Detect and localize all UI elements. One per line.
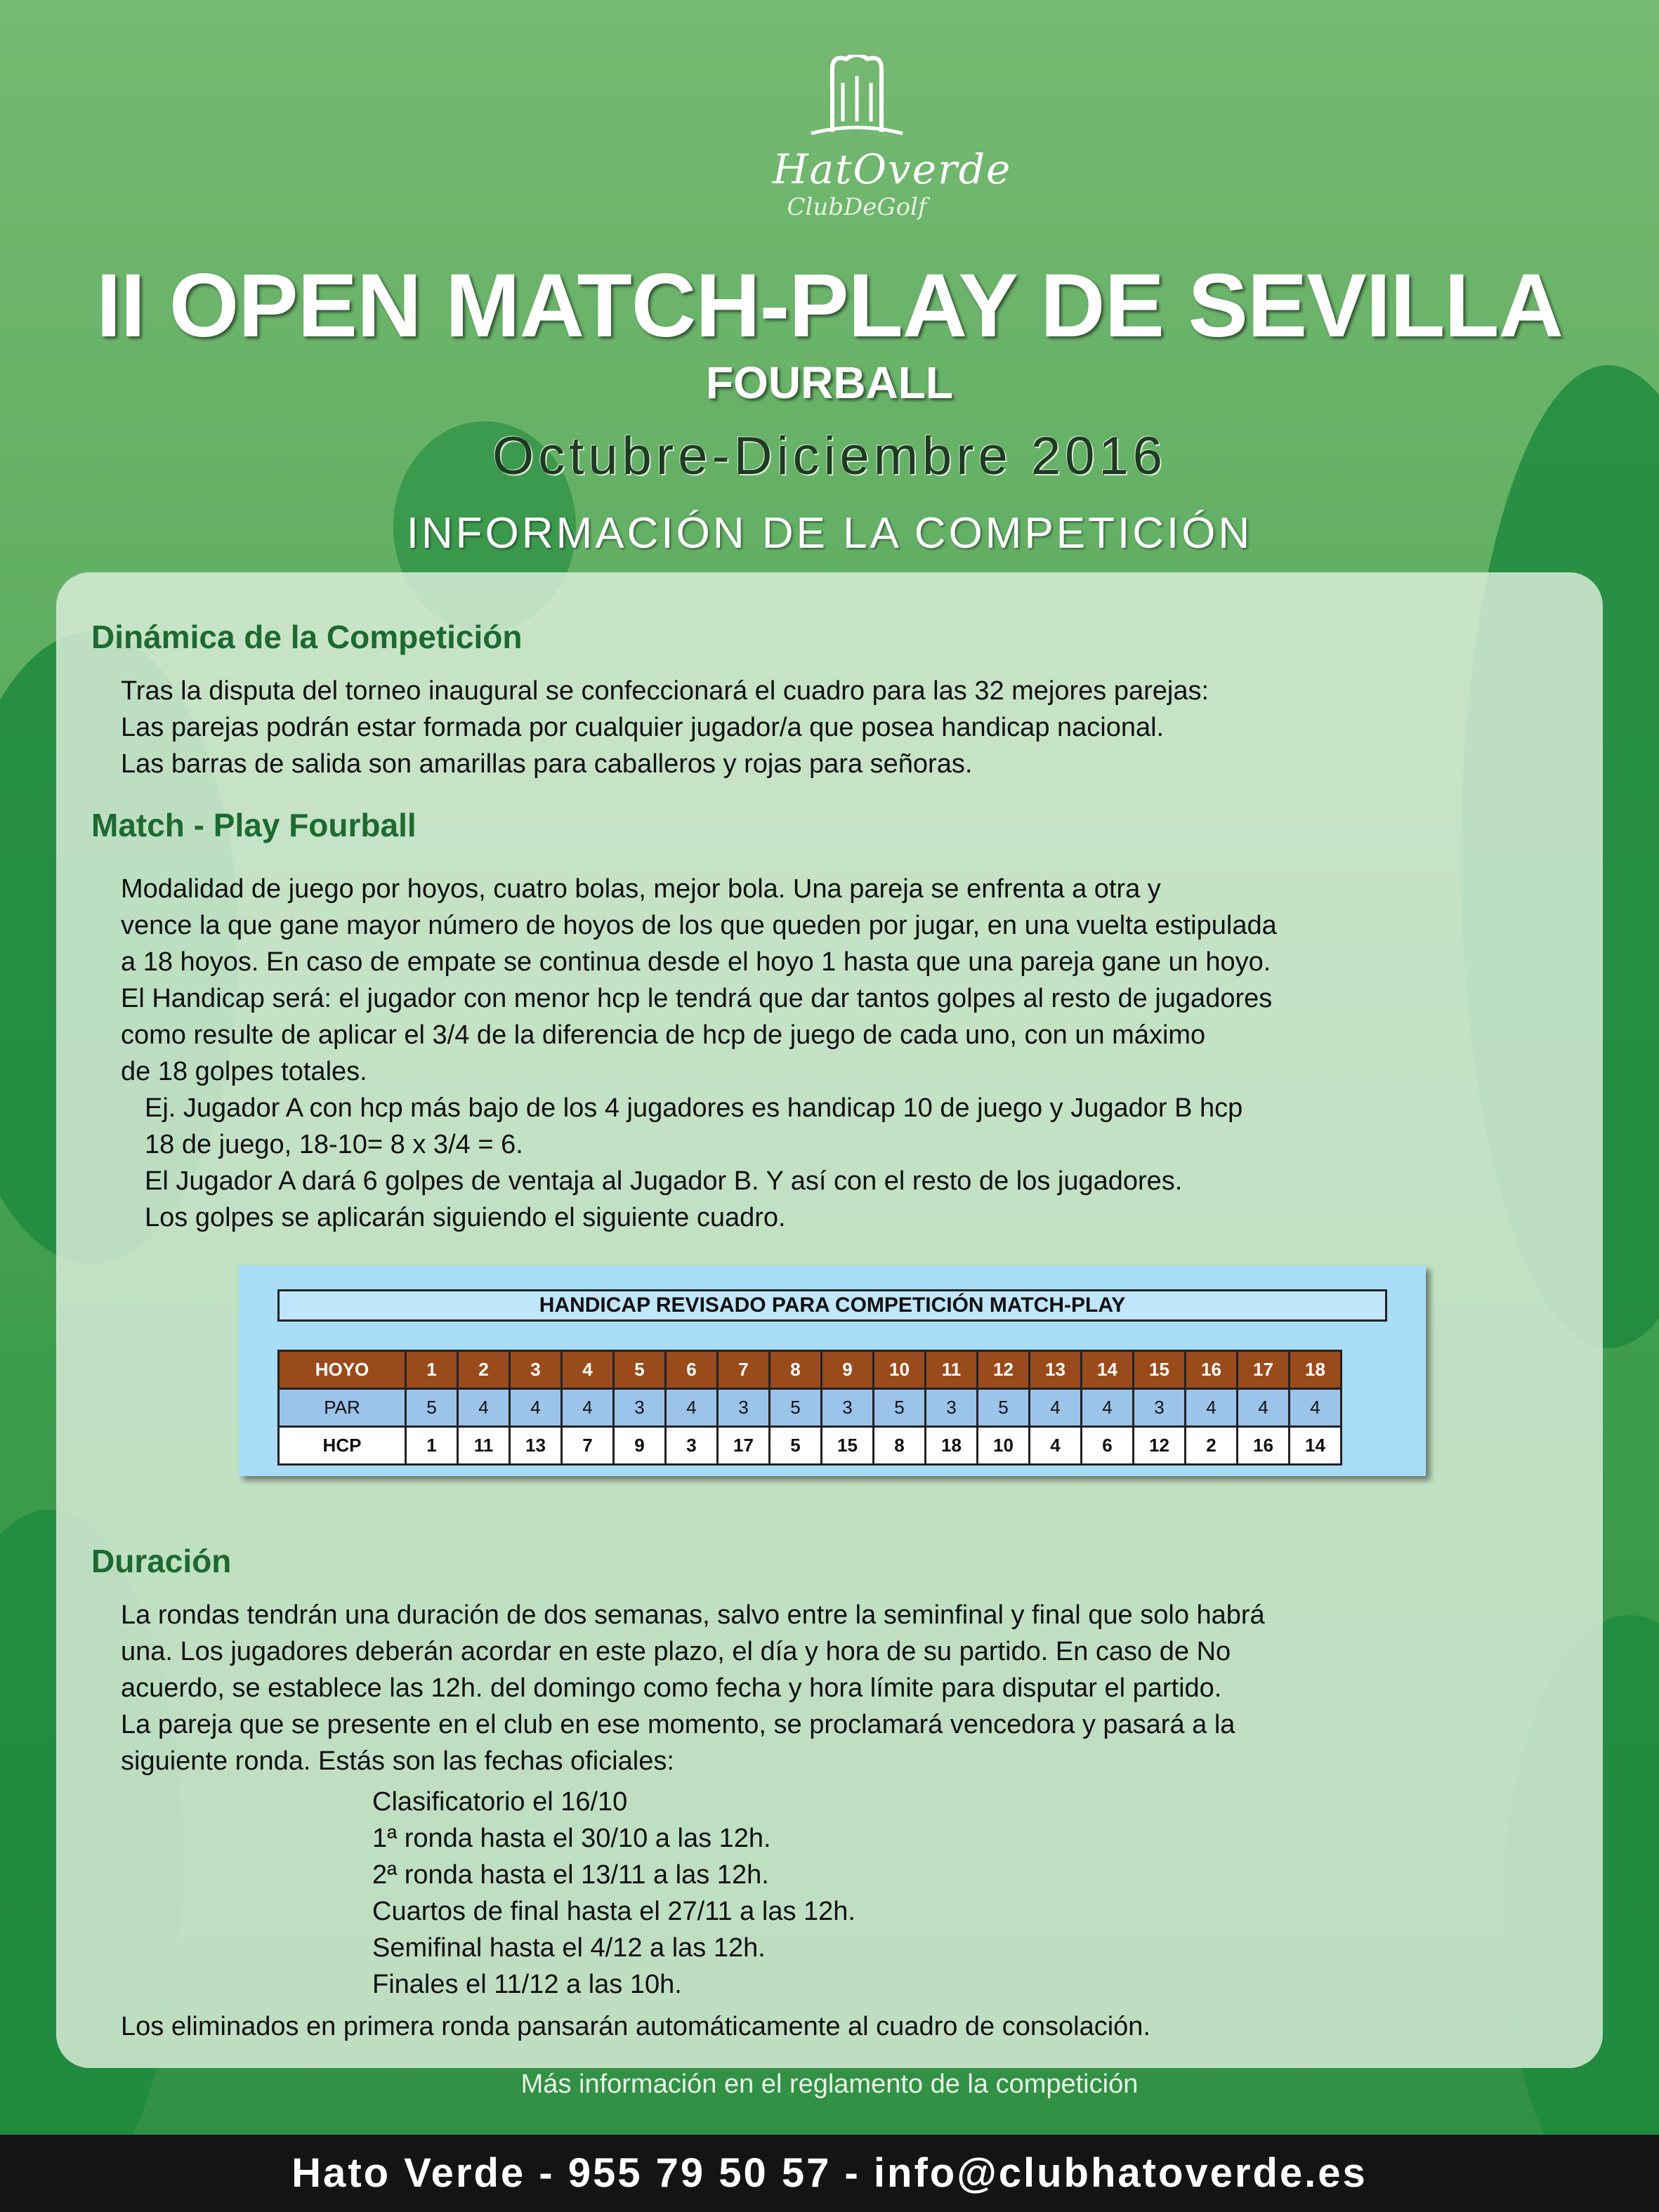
table-cell: 4 [666,1389,718,1427]
matchplay-line: como resulte de aplicar el 3/4 de la diferencia de hcp de juego de cada uno, con un máximo [121,1020,1206,1050]
dinamica-line: Tras la disputa del torneo inaugural se confeccionará el cuadro para las 32 mejores parejas: [121,676,1209,706]
row-label: HOYO [279,1351,406,1389]
table-cell: 1 [406,1351,458,1389]
example-line: Los golpes se aplicarán siguiendo el siguiente cuadro. [145,1203,786,1232]
event-format: FOURBALL [706,357,953,408]
table-cell: 5 [874,1389,926,1427]
table-cell: 8 [874,1427,926,1465]
duracion-line: La pareja que se presente en el club en ese momento, se proclamará vencedora y pasará a la [121,1710,1235,1739]
table-cell: 5 [406,1389,458,1427]
table-row [279,1389,1342,1427]
event-dates: Octubre-Diciembre 2016 [492,426,1167,486]
table-cell: 4 [510,1389,562,1427]
table-row [279,1427,1342,1465]
table-cell: 3 [822,1389,874,1427]
table-cell: 17 [1238,1351,1290,1389]
row-label: PAR [279,1389,406,1427]
table-cell: 17 [718,1427,770,1465]
heading-duracion: Duración [91,1543,232,1579]
table-cell: 1 [406,1427,458,1465]
table-cell: 4 [1186,1389,1238,1427]
heading-dinamica: Dinámica de la Competición [91,619,523,655]
example-line: Ej. Jugador A con hcp más bajo de los 4 jugadores es handicap 10 de juego y Jugador B hcp [145,1093,1243,1123]
example-line: El Jugador A dará 6 golpes de ventaja al Jugador B. Y así con el resto de los jugadores. [145,1166,1183,1196]
table-cell: 10 [978,1427,1030,1465]
table-cell: 4 [1290,1389,1342,1427]
table-cell: 11 [926,1351,978,1389]
table-cell: 4 [1030,1427,1082,1465]
table-cell: 14 [1290,1427,1342,1465]
table-cell: 2 [1186,1427,1238,1465]
table-cell: 18 [1290,1351,1342,1389]
handicap-table-title: HANDICAP REVISADO PARA COMPETICIÓN MATCH-PLAY [277,1289,1387,1322]
logo-wordmark: HatOverde [773,145,1012,193]
handicap-table-box [239,1265,1426,1476]
table-cell: 12 [1134,1427,1186,1465]
table-cell: 12 [978,1351,1030,1389]
dinamica-line: Las barras de salida son amarillas para caballeros y rojas para señoras. [121,749,973,779]
table-row [279,1351,1342,1389]
table-cell: 9 [822,1351,874,1389]
table-cell: 8 [770,1351,822,1389]
table-cell: 5 [770,1427,822,1465]
table-cell: 10 [874,1351,926,1389]
table-cell: 3 [1134,1389,1186,1427]
official-date: Finales el 11/12 a las 10h. [372,1970,682,1999]
section-title: INFORMACIÓN DE LA COMPETICIÓN [406,509,1253,558]
table-cell: 6 [666,1351,718,1389]
table-cell: 14 [1082,1351,1134,1389]
official-date: Semifinal hasta el 4/12 a las 12h. [372,1933,766,1963]
duracion-line: una. Los jugadores deberán acordar en este plazo, el día y hora de su partido. En caso de No [121,1637,1231,1666]
dinamica-line: Las parejas podrán estar formada por cualquier jugador/a que posea handicap nacional. [121,713,1165,742]
table-cell: 3 [666,1427,718,1465]
consolation-note: Los eliminados en primera ronda pansarán automáticamente al cuadro de consolación. [121,2012,1150,2041]
table-cell: 16 [1238,1427,1290,1465]
table-cell: 6 [1082,1427,1134,1465]
table-cell: 4 [1030,1389,1082,1427]
official-date: Clasificatorio el 16/10 [372,1787,628,1817]
example-line: 18 de juego, 18-10= 8 x 3/4 = 6. [145,1130,523,1159]
table-cell: 4 [562,1351,614,1389]
table-cell: 4 [1238,1389,1290,1427]
table-cell: 4 [458,1389,510,1427]
table-cell: 5 [978,1389,1030,1427]
matchplay-line: a 18 hoyos. En caso de empate se continua desde el hoyo 1 hasta que una pareja gane un hoyo. [121,947,1271,977]
table-cell: 13 [1030,1351,1082,1389]
table-cell: 3 [614,1389,666,1427]
table-cell: 7 [562,1427,614,1465]
table-cell: 7 [718,1351,770,1389]
table-cell: 11 [458,1427,510,1465]
table-cell: 15 [1134,1351,1186,1389]
table-cell: 13 [510,1427,562,1465]
more-info-note: Más información en el reglamento de la competición [520,2069,1139,2099]
table-cell: 3 [510,1351,562,1389]
official-date: 1ª ronda hasta el 30/10 a las 12h. [372,1824,771,1853]
table-cell: 15 [822,1427,874,1465]
table-cell: 4 [562,1389,614,1427]
row-label: HCP [279,1427,406,1465]
matchplay-line: El Handicap será: el jugador con menor hcp le tendrá que dar tantos golpes al resto de jugadores [121,984,1273,1013]
matchplay-line: de 18 golpes totales. [121,1057,367,1086]
table-cell: 3 [718,1389,770,1427]
table-cell: 2 [458,1351,510,1389]
official-date: 2ª ronda hasta el 13/11 a las 12h. [372,1860,769,1890]
table-cell: 18 [926,1427,978,1465]
club-logo [773,55,1012,230]
handicap-table [277,1350,1342,1466]
heading-matchplay: Match - Play Fourball [91,807,417,843]
matchplay-line: Modalidad de juego por hoyos, cuatro bolas, mejor bola. Una pareja se enfrenta a otra y [121,874,1161,904]
tree-logo-icon [804,55,910,139]
table-cell: 5 [770,1389,822,1427]
table-cell: 9 [614,1427,666,1465]
table-cell: 4 [1082,1389,1134,1427]
event-title: II OPEN MATCH-PLAY DE SEVILLA [96,256,1563,356]
duracion-line: La rondas tendrán una duración de dos semanas, salvo entre la seminfinal y final que solo habrá [121,1600,1265,1630]
duracion-line: acuerdo, se establece las 12h. del domingo como fecha y hora límite para disputar el partido. [121,1673,1222,1703]
table-cell: 3 [926,1389,978,1427]
table-cell: 16 [1186,1351,1238,1389]
logo-subtitle: ClubDeGolf [787,193,927,221]
matchplay-line: vence la que gane mayor número de hoyos de los que queden por jugar, en una vuelta estipulada [121,911,1277,940]
contact-footer: Hato Verde - 955 79 50 57 - info@clubhatoverde.es [0,2135,1659,2212]
table-cell: 5 [614,1351,666,1389]
duracion-line: siguiente ronda. Estás son las fechas oficiales: [121,1746,674,1776]
official-date: Cuartos de final hasta el 27/11 a las 12h. [372,1897,855,1926]
